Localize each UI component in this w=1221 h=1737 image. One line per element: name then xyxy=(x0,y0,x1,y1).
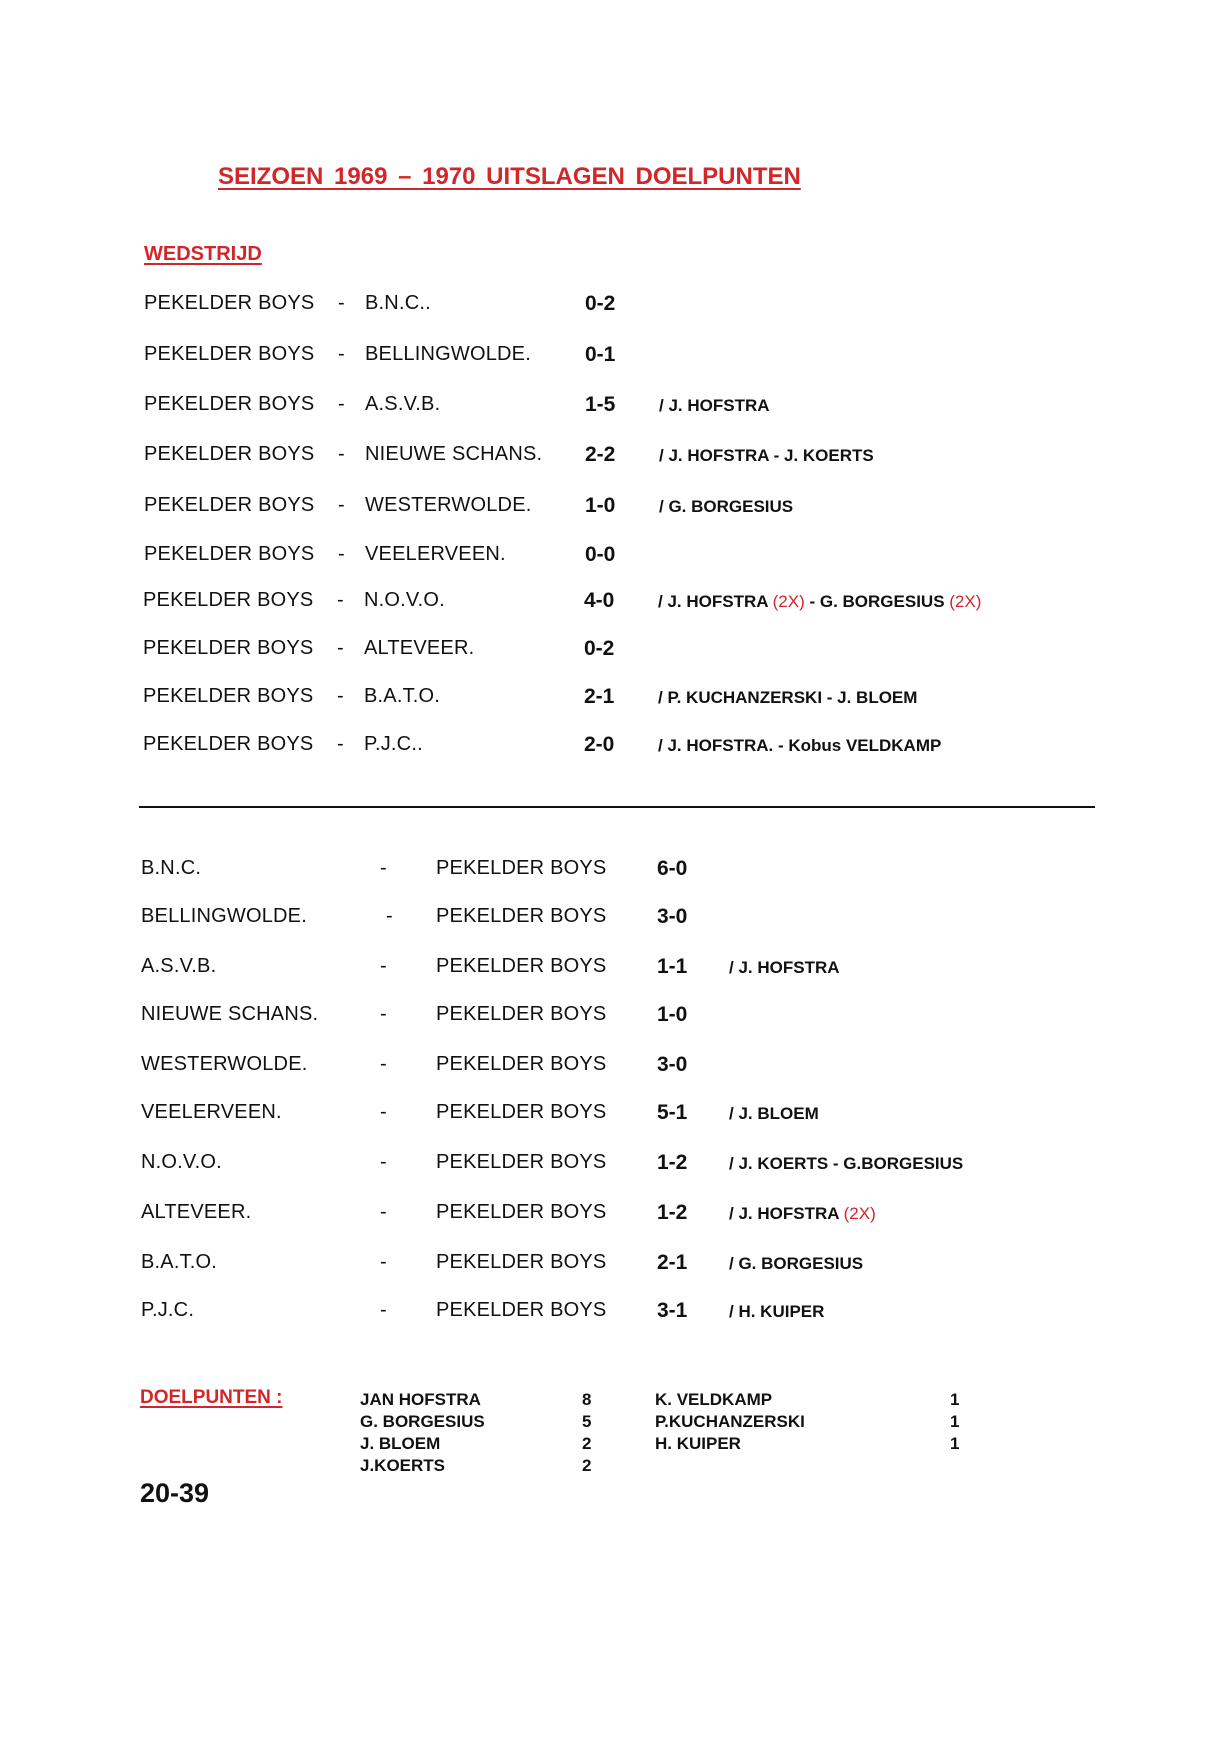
match-scorers xyxy=(658,688,917,712)
match-score: 0-2 xyxy=(584,637,615,660)
match-scorers xyxy=(659,446,874,470)
scorer-name: / J. HOFSTRA xyxy=(658,592,773,611)
scorer-name: / J. HOFSTRA. - Kobus VELDKAMP xyxy=(658,736,942,755)
match-home-team: N.O.V.O. xyxy=(141,1151,222,1173)
match-separator: - xyxy=(386,905,393,927)
match-score: 3-0 xyxy=(657,905,688,928)
match-separator: - xyxy=(380,955,387,977)
scorer-name: P.KUCHANZERSKI xyxy=(655,1412,805,1431)
scorer-goal-count: 8 xyxy=(582,1390,592,1409)
match-score: 4-0 xyxy=(584,589,615,612)
scorer-name: / J. BLOEM xyxy=(729,1104,819,1123)
scorer-name: / J. KOERTS - G.BORGESIUS xyxy=(729,1154,964,1173)
match-scorers xyxy=(729,1254,863,1278)
match-score: 3-1 xyxy=(657,1299,688,1322)
match-separator: - xyxy=(338,292,345,314)
match-home-team: PEKELDER BOYS xyxy=(143,733,314,755)
scorer-name: J. BLOEM xyxy=(360,1434,441,1453)
scorer-goal-count: 2 xyxy=(582,1456,592,1475)
match-home-team: PEKELDER BOYS xyxy=(144,443,315,465)
page-title: SEIZOEN 1969 – 1970 UITSLAGEN DOELPUNTEN xyxy=(218,163,801,190)
match-away-team: PEKELDER BOYS xyxy=(436,1003,607,1025)
scorer-name: G. BORGESIUS xyxy=(360,1412,485,1431)
match-scorers xyxy=(729,1154,963,1178)
goals-label: DOELPUNTEN : xyxy=(140,1387,283,1408)
goal-multiplier: (2X) xyxy=(772,592,805,611)
match-home-team: PEKELDER BOYS xyxy=(144,393,315,415)
match-score: 2-2 xyxy=(585,443,616,466)
match-separator: - xyxy=(338,494,345,516)
match-home-team: PEKELDER BOYS xyxy=(144,343,315,365)
match-away-team: PEKELDER BOYS xyxy=(436,955,607,977)
match-score: 1-5 xyxy=(585,393,616,416)
goal-multiplier: (2X) xyxy=(843,1204,876,1223)
match-score: 1-0 xyxy=(657,1003,688,1026)
match-home-team: PEKELDER BOYS xyxy=(144,543,315,565)
match-separator: - xyxy=(337,589,344,611)
match-score: 1-2 xyxy=(657,1151,688,1174)
match-away-team: BELLINGWOLDE. xyxy=(365,343,531,365)
match-separator: - xyxy=(337,733,344,755)
match-away-team: VEELERVEEN. xyxy=(365,543,506,565)
match-home-team: P.J.C. xyxy=(141,1299,195,1321)
match-home-team: PEKELDER BOYS xyxy=(144,292,315,314)
match-home-team: PEKELDER BOYS xyxy=(143,589,314,611)
scorer-name: / P. KUCHANZERSKI - J. BLOEM xyxy=(658,688,918,707)
scorer-name: K. VELDKAMP xyxy=(655,1390,773,1409)
match-score: 1-1 xyxy=(657,955,688,978)
match-home-team: PEKELDER BOYS xyxy=(143,685,314,707)
match-away-team: ALTEVEER. xyxy=(364,637,475,659)
match-separator: - xyxy=(380,1003,387,1025)
match-away-team: PEKELDER BOYS xyxy=(436,1251,607,1273)
match-home-team: ALTEVEER. xyxy=(141,1201,252,1223)
match-home-team: B.N.C. xyxy=(141,857,202,879)
match-separator: - xyxy=(380,1053,387,1075)
match-home-team: PEKELDER BOYS xyxy=(144,494,315,516)
match-separator: - xyxy=(380,1101,387,1123)
match-score: 6-0 xyxy=(657,857,688,880)
match-separator: - xyxy=(380,1201,387,1223)
scorer-name: / J. HOFSTRA xyxy=(729,958,840,977)
match-score: 0-0 xyxy=(585,543,616,566)
match-away-team: PEKELDER BOYS xyxy=(436,1299,607,1321)
match-home-team: WESTERWOLDE. xyxy=(141,1053,308,1075)
match-score: 2-1 xyxy=(657,1251,688,1274)
match-scorers xyxy=(729,1302,824,1326)
match-away-team: B.N.C.. xyxy=(365,292,431,314)
match-separator: - xyxy=(380,1151,387,1173)
match-separator: - xyxy=(380,857,387,879)
scorer-name: / J. HOFSTRA xyxy=(729,1204,844,1223)
match-away-team: B.A.T.O. xyxy=(364,685,441,707)
scorer-name: / H. KUIPER xyxy=(729,1302,825,1321)
match-scorers xyxy=(658,736,941,760)
match-score: 0-1 xyxy=(585,343,616,366)
match-score: 5-1 xyxy=(657,1101,688,1124)
match-home-team: NIEUWE SCHANS. xyxy=(141,1003,319,1025)
match-scorers xyxy=(659,396,770,420)
goals-total: 20-39 xyxy=(140,1478,210,1508)
match-home-team: BELLINGWOLDE. xyxy=(141,905,307,927)
scorer-name: J.KOERTS xyxy=(360,1456,446,1475)
match-away-team: A.S.V.B. xyxy=(365,393,441,415)
match-scorers xyxy=(729,1204,876,1228)
scorer-name: H. KUIPER xyxy=(655,1434,741,1453)
scorer-name: / G. BORGESIUS xyxy=(729,1254,864,1273)
match-score: 1-0 xyxy=(585,494,616,517)
match-scorers xyxy=(729,1104,819,1128)
match-away-team: P.J.C.. xyxy=(364,733,423,755)
match-separator: - xyxy=(380,1299,387,1321)
divider xyxy=(139,806,1095,808)
scorer-goal-count: 2 xyxy=(582,1434,592,1453)
match-home-team: A.S.V.B. xyxy=(141,955,217,977)
match-separator: - xyxy=(338,443,345,465)
match-separator: - xyxy=(337,637,344,659)
match-away-team: N.O.V.O. xyxy=(364,589,445,611)
scorer-name: / G. BORGESIUS xyxy=(659,497,794,516)
match-home-team: B.A.T.O. xyxy=(141,1251,218,1273)
scorer-goal-count: 1 xyxy=(950,1434,960,1453)
match-score: 1-2 xyxy=(657,1201,688,1224)
match-scorers xyxy=(659,497,793,521)
match-away-team: PEKELDER BOYS xyxy=(436,1053,607,1075)
scorer-name: / J. HOFSTRA xyxy=(659,396,770,415)
scorer-goal-count: 1 xyxy=(950,1412,960,1431)
scorer-goal-count: 5 xyxy=(582,1412,592,1431)
scorer-goal-count: 1 xyxy=(950,1390,960,1409)
match-separator: - xyxy=(338,343,345,365)
match-home-team: PEKELDER BOYS xyxy=(143,637,314,659)
match-away-team: PEKELDER BOYS xyxy=(436,1151,607,1173)
match-separator: - xyxy=(337,685,344,707)
match-score: 2-0 xyxy=(584,733,615,756)
match-home-team: VEELERVEEN. xyxy=(141,1101,282,1123)
match-away-team: PEKELDER BOYS xyxy=(436,857,607,879)
scorer-name: / J. HOFSTRA - J. KOERTS xyxy=(659,446,874,465)
match-separator: - xyxy=(338,543,345,565)
match-scorers xyxy=(658,592,981,616)
match-away-team: WESTERWOLDE. xyxy=(365,494,532,516)
match-scorers xyxy=(729,958,840,982)
goal-multiplier: (2X) xyxy=(949,592,982,611)
section-label-wedstrijd: WEDSTRIJD xyxy=(144,243,262,265)
match-separator: - xyxy=(338,393,345,415)
match-score: 0-2 xyxy=(585,292,616,315)
match-score: 3-0 xyxy=(657,1053,688,1076)
match-score: 2-1 xyxy=(584,685,615,708)
match-away-team: PEKELDER BOYS xyxy=(436,1101,607,1123)
scorer-name: JAN HOFSTRA xyxy=(360,1390,481,1409)
match-away-team: NIEUWE SCHANS. xyxy=(365,443,543,465)
match-separator: - xyxy=(380,1251,387,1273)
scorer-name: - G. BORGESIUS xyxy=(804,592,950,611)
match-away-team: PEKELDER BOYS xyxy=(436,905,607,927)
match-away-team: PEKELDER BOYS xyxy=(436,1201,607,1223)
